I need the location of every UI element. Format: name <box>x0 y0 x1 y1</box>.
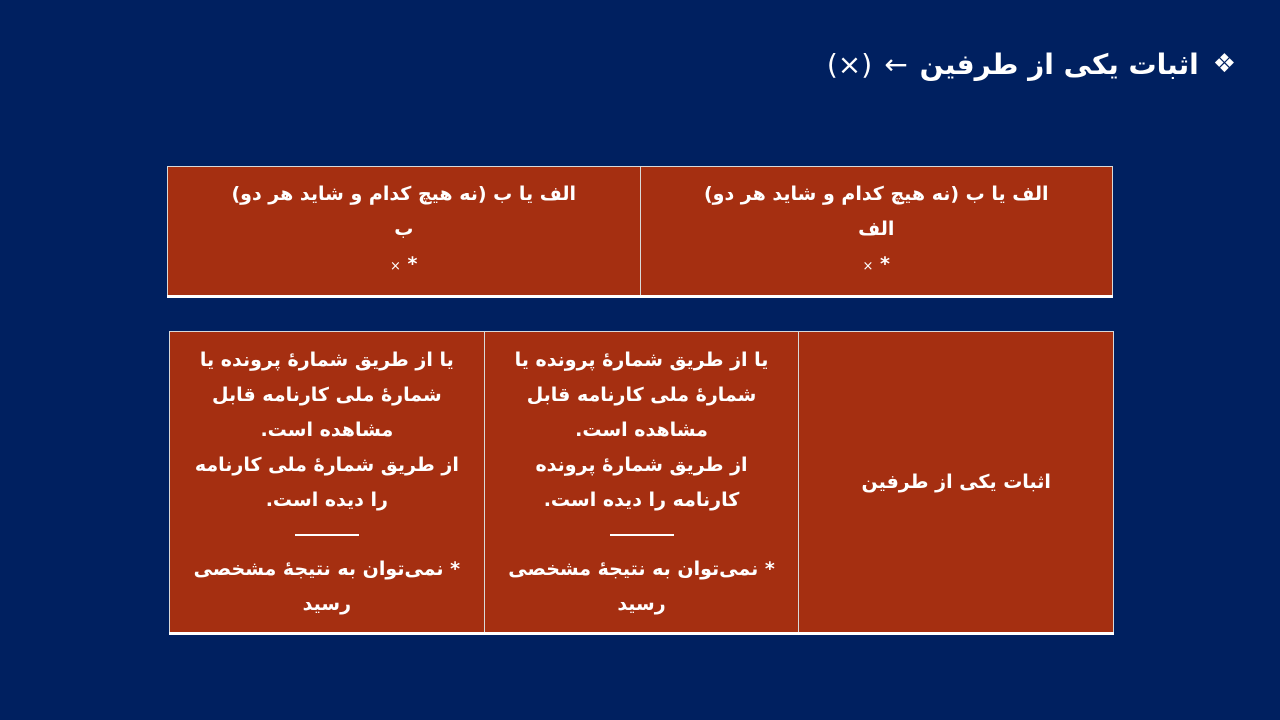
top-table <box>167 166 1113 298</box>
cross-icon: × <box>390 259 401 274</box>
cell-line-options: الف یا ب (نه هیچ کدام و شاید هر دو) <box>703 183 1049 205</box>
top-cell-alef <box>640 167 1113 297</box>
cell-line-answer: ب <box>394 218 414 240</box>
cell-paragraph-3: * نمی‌توان به نتیجهٔ مشخصی رسید <box>193 557 461 615</box>
cell-paragraph-3: * نمی‌توان به نتیجهٔ مشخصی رسید <box>508 557 775 615</box>
cross-icon: × <box>862 259 874 274</box>
star-icon: * <box>880 253 890 275</box>
bottom-cell-middle <box>484 332 799 634</box>
cell-paragraph-2: از طریق شمارهٔ پرونده کارنامه را دیده است. <box>535 453 748 511</box>
divider-rule <box>295 534 359 536</box>
star-icon: * <box>407 253 418 275</box>
bottom-table <box>169 331 1114 635</box>
title-mark: (×) <box>826 47 873 81</box>
title-text: اثبات یکی از طرفین <box>919 47 1199 81</box>
table-row <box>170 332 1114 634</box>
slide-title <box>827 40 1236 88</box>
table-row <box>168 167 1113 297</box>
row-label-cell: اثبات یکی از طرفین <box>799 332 1114 634</box>
top-cell-be <box>168 167 641 297</box>
bottom-cell-left <box>170 332 485 634</box>
cell-line-answer: الف <box>858 218 895 240</box>
cell-line-options: الف یا ب (نه هیچ کدام و شاید هر دو) <box>231 183 577 205</box>
cell-paragraph-1: یا از طریق شمارهٔ پرونده یا شمارهٔ ملی کارنامه قابل مشاهده است. <box>199 348 454 441</box>
cell-paragraph-1: یا از طریق شمارهٔ پرونده یا شمارهٔ ملی کارنامه قابل مشاهده است. <box>514 348 769 441</box>
cell-paragraph-2: از طریق شمارهٔ ملی کارنامه را دیده است. <box>194 453 459 511</box>
diamond-bullet-icon: ❖ <box>1212 49 1236 79</box>
cell-line-result <box>659 247 1095 284</box>
divider-rule <box>610 534 674 536</box>
cell-line-result <box>186 247 622 284</box>
left-arrow-icon: ← <box>884 47 908 81</box>
